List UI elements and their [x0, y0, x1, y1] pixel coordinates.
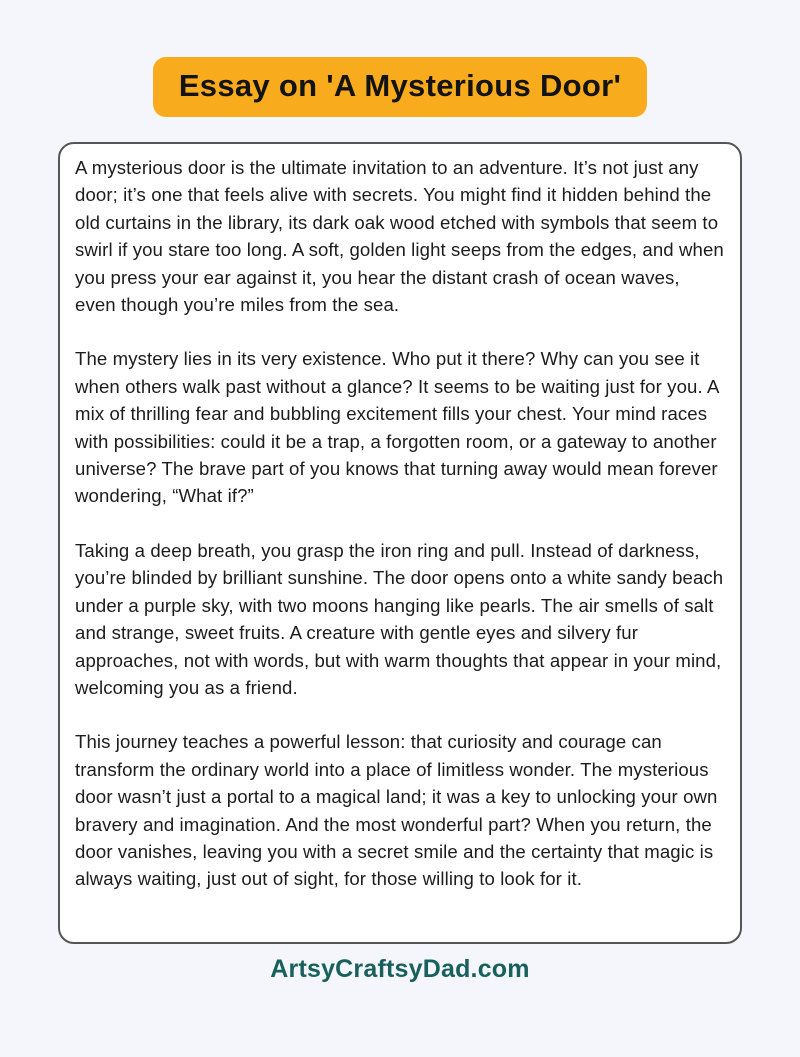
essay-paragraph-2: The mystery lies in its very existence. Who put it there? Why can you see it when others walk past without a glance? It seems to be waiting just for you. A mix of thrilling fear and bubbling excitement fills your chest. Your mind races with possibilities: could it be a trap, a forgotten room, or a gateway to another universe? The brave part of you knows that turning away would mean forever wondering, “What if?” [75, 348, 719, 507]
essay-paragraph-4: This journey teaches a powerful lesson: that curiosity and courage can transform the ordinary world into a place of limitless wonder. The mysterious door wasn’t just a portal to a magical land; it was a key to unlocking your own bravery and imagination. And the most wonderful part? When you return, the door vanishes, leaving you with a secret smile and the certainty that magic is always waiting, just out of sight, for those willing to look for it. [75, 731, 718, 890]
site-name: ArtsyCraftsyDad.com [270, 955, 530, 983]
footer [0, 955, 800, 984]
essay-paragraph-1: A mysterious door is the ultimate invitation to an adventure. It’s not just any door; it’s one that feels alive with secrets. You might find it hidden behind the old curtains in the library, its dark oak wood etched with symbols that seem to swirl if you stare too long. A soft, golden light seeps from the edges, and when you press your ear against it, you hear the distant crash of ocean waves, even though you’re miles from the sea. [75, 157, 724, 316]
essay-card [58, 142, 742, 944]
title-banner [153, 57, 647, 117]
page-title: Essay on 'A Mysterious Door' [178, 68, 622, 103]
essay-paragraph-3: Taking a deep breath, you grasp the iron ring and pull. Instead of darkness, you’re blinded by brilliant sunshine. The door opens onto a white sandy beach under a purple sky, with two moons hanging like pearls. The air smells of salt and strange, sweet fruits. A creature with gentle eyes and silvery fur approaches, not with words, but with warm thoughts that appear in your mind, welcoming you as a friend. [75, 539, 724, 698]
poster-background [0, 57, 800, 1057]
